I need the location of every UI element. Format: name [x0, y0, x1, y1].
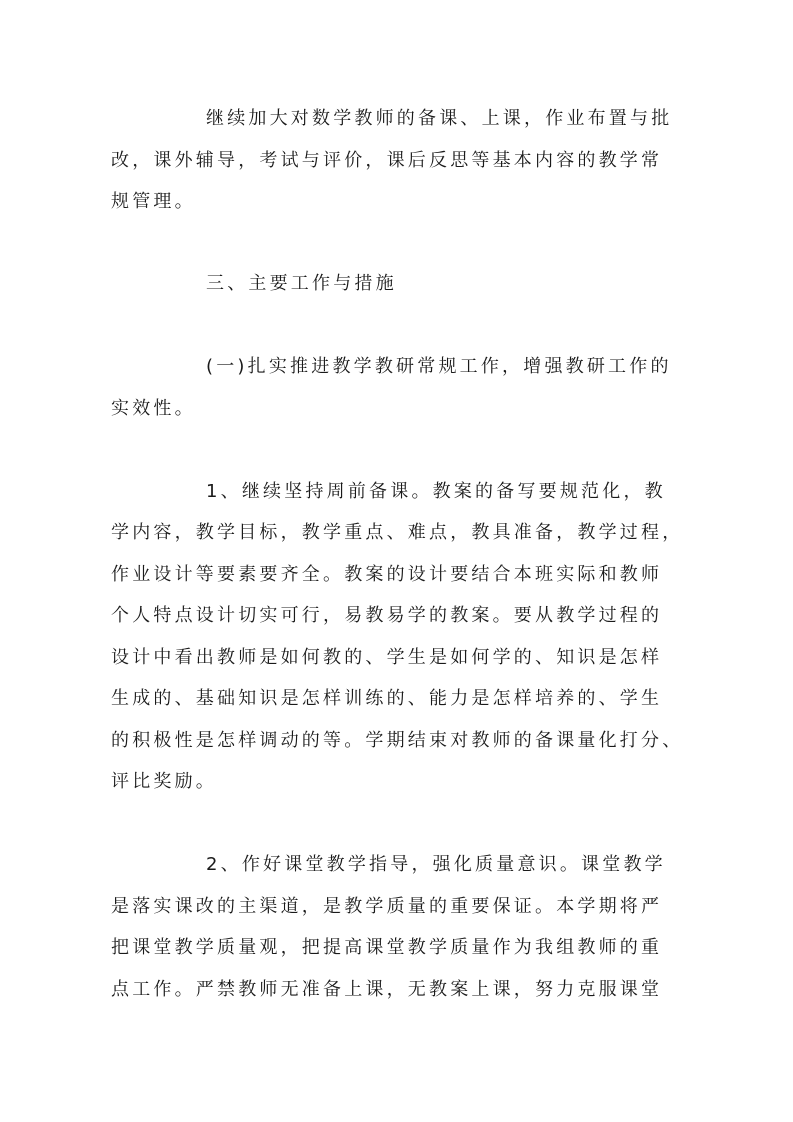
text-line: 作业设计等要素要齐全。教案的设计要结合本班实际和教师: [111, 564, 663, 585]
text-line: 实效性。: [111, 398, 196, 419]
text-line: 设计中看出教师是如何教的、学生是如何学的、知识是怎样: [111, 647, 663, 668]
text-line: 生成的、基础知识是怎样训练的、能力是怎样培养的、学生: [111, 688, 663, 709]
text-line: 继续加大对数学教师的备课、上课，作业布置与批: [206, 108, 673, 129]
text-line: (一)扎实推进教学教研常规工作，增强教研工作的: [206, 356, 672, 377]
text-line: 学内容，教学目标，教学重点、难点，教具准备，教学过程，: [111, 522, 684, 543]
section-heading: 三、主要工作与措施: [206, 273, 397, 294]
text-line: 2、作好课堂教学指导，强化质量意识。课堂教学: [206, 854, 666, 875]
text-line: 规管理。: [111, 191, 196, 212]
text-line: 1、继续坚持周前备课。教案的备写要规范化，教: [206, 481, 666, 502]
text-line: 评比奖励。: [111, 771, 217, 792]
text-line: 的积极性是怎样调动的等。学期结束对教师的备课量化打分、: [111, 730, 684, 751]
text-line: 是落实课改的主渠道，是教学质量的重要保证。本学期将严: [111, 896, 663, 917]
text-line: 把课堂教学质量观，把提高课堂教学质量作为我组教师的重: [111, 937, 663, 958]
text-line: 点工作。严禁教师无准备上课，无教案上课，努力克服课堂: [111, 979, 663, 1000]
text-line: 个人特点设计切实可行，易教易学的教案。要从教学过程的: [111, 605, 663, 626]
text-line: 改，课外辅导，考试与评价，课后反思等基本内容的教学常: [111, 150, 663, 171]
